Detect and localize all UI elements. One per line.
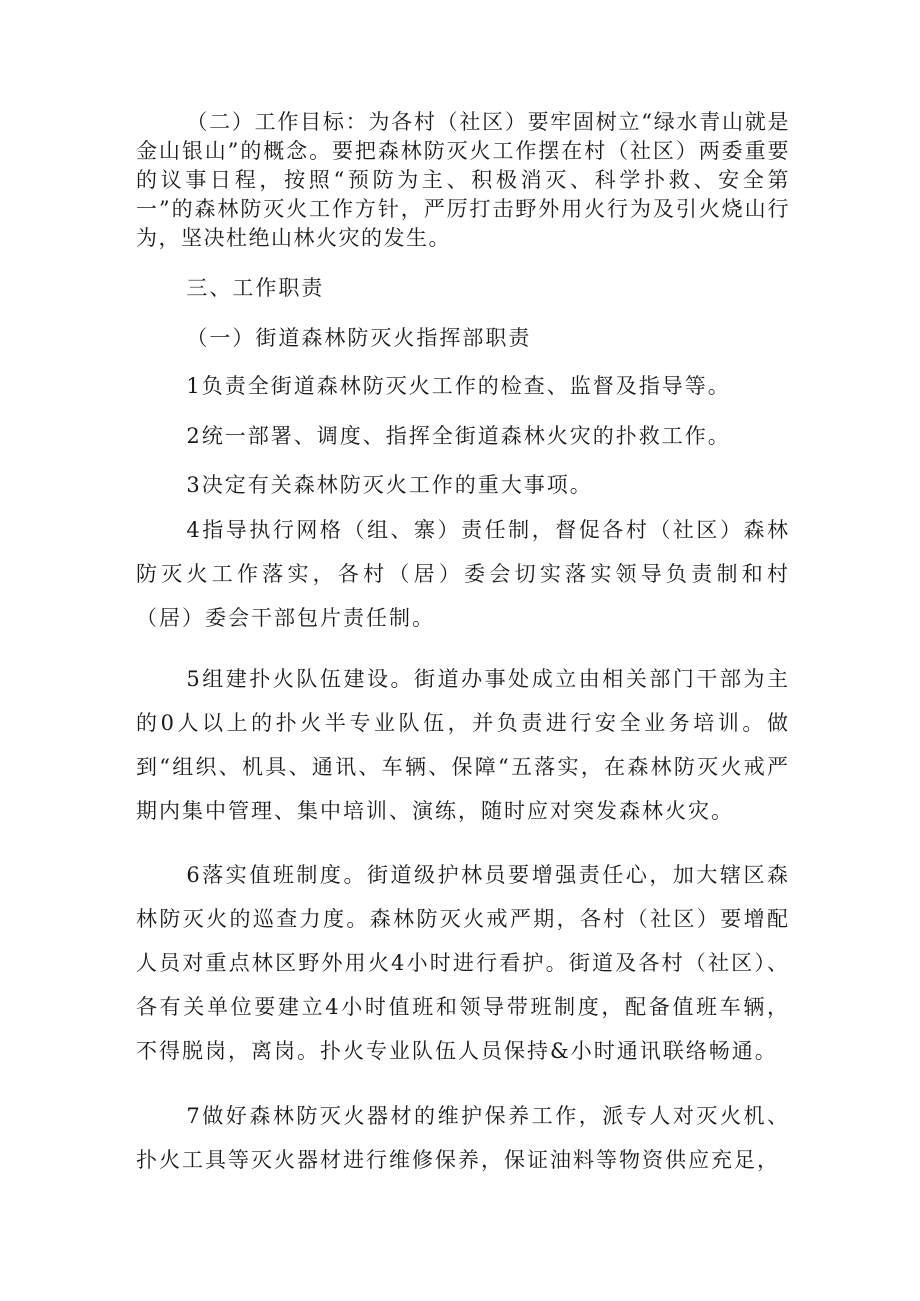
- duty-item-7: 7做好森林防灭火器材的维护保养工作，派专人对灭火机、扑火工具等灭火器材进行维修保养，保证油料等物资供应充足，: [136, 1104, 790, 1172]
- heading-work-duties: 三、工作职责: [186, 276, 325, 300]
- duty-item-5: 5组建扑火队伍建设。街道办事处成立由相关部门干部为主的0人以上的扑火半专业队伍，并负责进行安全业务培训。做到“组织、机具、通讯、车辆、保障“五落实，在森林防灭火戒严期内集中管理、集中培训、演练，随时应对突发森林火灾。: [136, 667, 790, 823]
- duty-item-1: 1负责全街道森林防灭火工作的检查、监督及指导等。: [186, 374, 731, 398]
- duty-item-6: 6落实值班制度。街道级护林员要增强责任心，加大辖区森林防灭火的巡查力度。森林防灭火戒严期，各村（社区）要增配人员对重点林区野外用火4小时进行看护。街道及各村（社区）、各有关单位要建立4小时值班和领导带班制度，配备值班车辆，不得脱岗，离岗。扑火专业队伍人员保持&小时通讯联络畅通。: [136, 863, 790, 1063]
- duty-item-3: 3决定有关森林防灭火工作的重大事项。: [186, 473, 593, 497]
- duty-item-2: 2统一部署、调度、指挥全街道森林火灾的扑救工作。: [186, 424, 731, 448]
- subheading-command-duties: （一）街道森林防灭火指挥部职责: [186, 326, 532, 350]
- paragraph-work-goal: （二）工作目标：为各村（社区）要牢固树立“绿水青山就是金山银山”的概念。要把森林防灭火工作摆在村（社区）两委重要的议事日程，按照“预防为主、积极消灭、科学扑救、安全第一”的森林防灭火工作方针，严厉打击野外用火行为及引火烧山行为，坚决杜绝山林火灾的发生。: [136, 110, 790, 250]
- duty-item-4: 4指导执行网格（组、寨）责任制，督促各村（社区）森林防灭火工作落实，各村（居）委会切实落实领导负责制和村（居）委会干部包片责任制。: [136, 518, 790, 630]
